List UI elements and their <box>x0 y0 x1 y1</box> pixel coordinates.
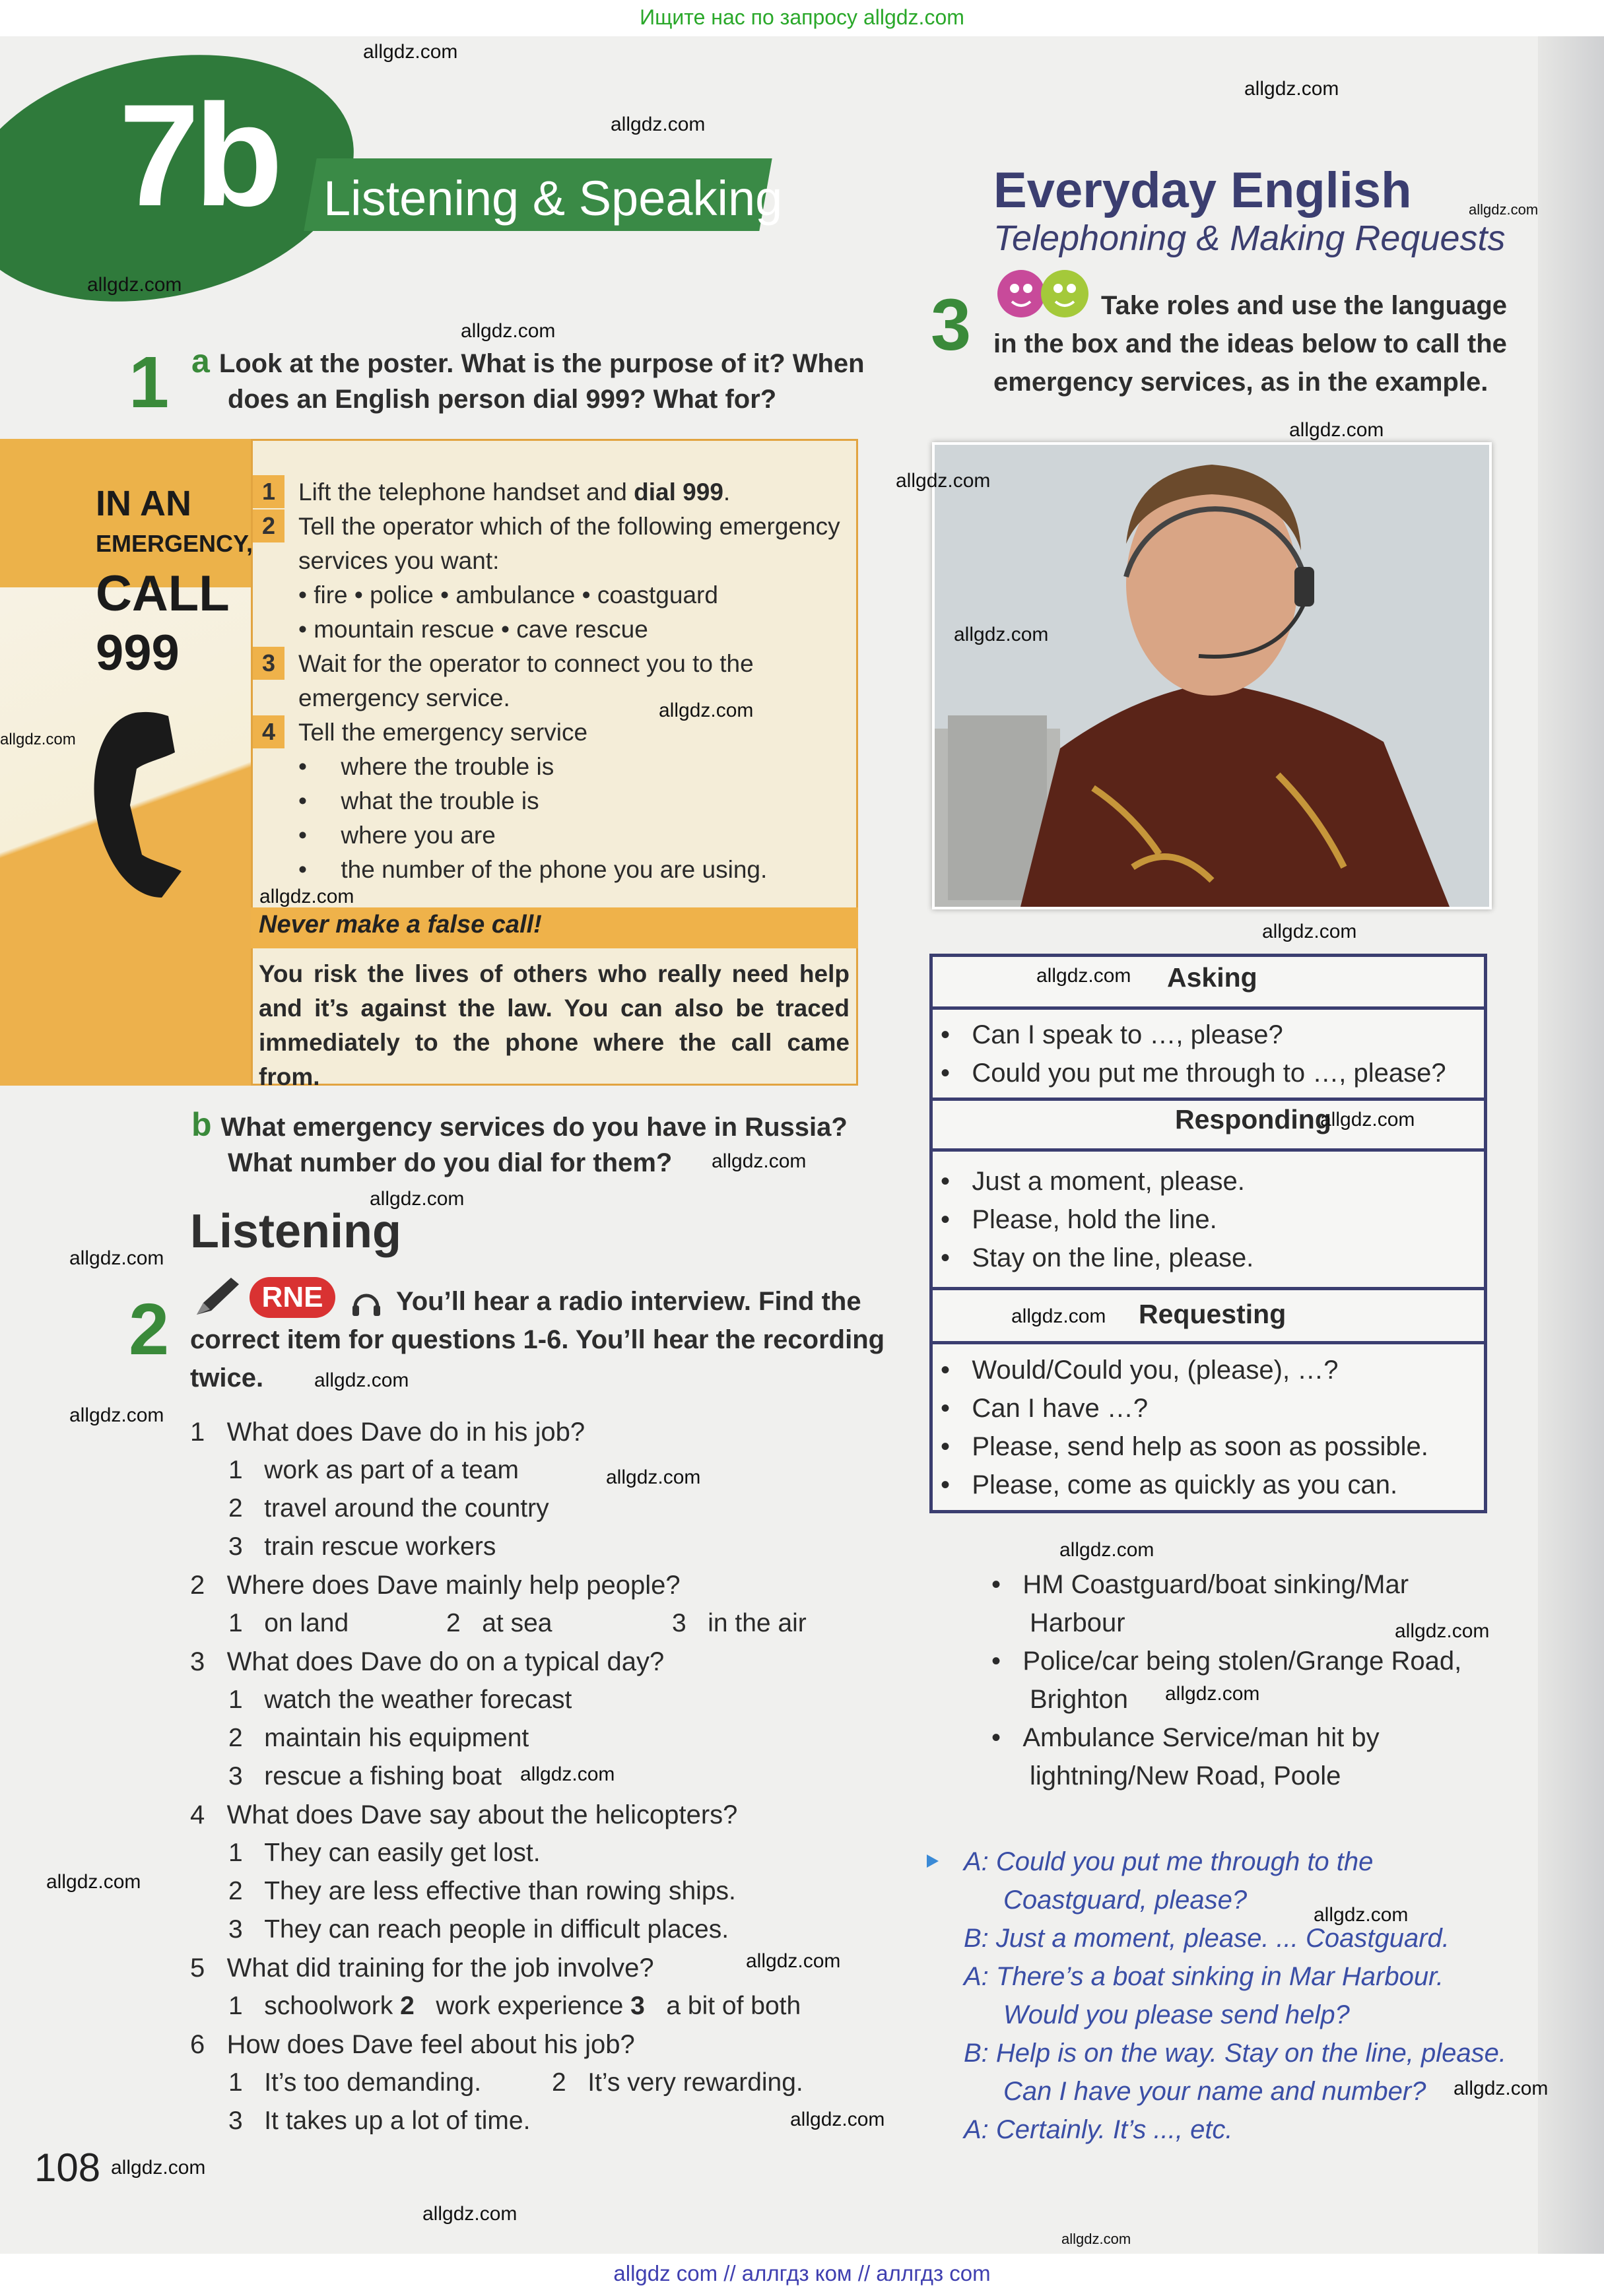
poster-bullet-1: • where the trouble is <box>298 753 554 780</box>
exercise-2-line3: twice. <box>190 1363 264 1393</box>
q3-option-3: 3 rescue a fishing boat <box>228 1762 502 1790</box>
poster-bullet-2: • what the trouble is <box>298 787 539 814</box>
watermark: allgdz.com <box>1036 965 1131 987</box>
watermark: allgdz.com <box>69 1404 164 1426</box>
question-4: 4 What does Dave say about the helicopters? <box>190 1800 738 1829</box>
responding-1: • Just a moment, please. <box>941 1167 1245 1196</box>
poster-bullet-3: • where you are <box>298 822 496 849</box>
watermark: allgdz.com <box>954 624 1049 645</box>
asking-1: • Can I speak to …, please? <box>941 1020 1283 1049</box>
watermark: allgdz.com <box>1469 201 1539 218</box>
dialogue-line-1b: Coastguard, please? <box>1003 1886 1248 1915</box>
poster-step-4-number: 4 <box>253 715 284 748</box>
idea-1b: Harbour <box>1030 1608 1125 1637</box>
q2-option-1: 1 on land <box>228 1609 349 1637</box>
dialogue-line-3b: Would you please send help? <box>1003 2000 1350 2029</box>
q6-option-2: 2 It’s very rewarding. <box>552 2068 803 2097</box>
requesting-3: • Please, send help as soon as possible. <box>941 1432 1428 1461</box>
q6-option-3: 3 It takes up a lot of time. <box>228 2107 531 2135</box>
poster-step-2-number: 2 <box>253 509 284 542</box>
idea-3: • Ambulance Service/man hit by <box>991 1723 1380 1752</box>
watermark: allgdz.com <box>1289 419 1384 441</box>
q4-option-2: 2 They are less effective than rowing ships. <box>228 1877 736 1905</box>
exercise-1b-line1 <box>191 1105 848 1146</box>
exercise-2-line2: correct item for questions 1-6. You’ll hear the recording <box>190 1325 885 1354</box>
q1-option-1: 1 work as part of a team <box>228 1456 519 1484</box>
poster-step-4: Tell the emergency service <box>298 719 588 746</box>
poster-title-2: EMERGENCY, <box>96 530 253 557</box>
watermark: allgdz.com <box>1061 2231 1131 2247</box>
poster-bullet-4: • the number of the phone you are using. <box>298 856 768 883</box>
bottom-banner <box>0 2254 1604 2296</box>
idea-1: • HM Coastguard/boat sinking/Mar <box>991 1570 1409 1599</box>
watermark: allgdz.com <box>712 1150 807 1172</box>
watermark: allgdz.com <box>1320 1109 1415 1131</box>
watermark: allgdz.com <box>422 2203 518 2225</box>
operator-photo <box>932 442 1492 909</box>
question-6: 6 How does Dave feel about his job? <box>190 2030 635 2059</box>
play-triangle-icon <box>924 1853 940 1869</box>
watermark: allgdz.com <box>259 886 354 907</box>
watermark: allgdz.com <box>611 114 706 135</box>
watermark: allgdz.com <box>520 1763 615 1785</box>
rne-badge: RNE <box>250 1277 335 1318</box>
exercise-2-line1: You’ll hear a radio interview. Find the <box>396 1287 861 1316</box>
idea-2b: Brighton <box>1030 1685 1128 1714</box>
dialogue-line-4: B: Help is on the way. Stay on the line, please. <box>964 2039 1506 2068</box>
watermark: allgdz.com <box>111 2157 206 2179</box>
requesting-2: • Can I have …? <box>941 1394 1149 1423</box>
q2-option-2: 2 at sea <box>446 1609 552 1637</box>
box-divider <box>929 1148 1487 1152</box>
q6-option-1: 1 It’s too demanding. <box>228 2068 482 2097</box>
watermark: allgdz.com <box>1454 2078 1549 2099</box>
q1-option-2: 2 travel around the country <box>228 1494 549 1523</box>
watermark: allgdz.com <box>746 1950 841 1972</box>
watermark: allgdz.com <box>1244 78 1339 100</box>
poster-step-1-number: 1 <box>253 475 284 508</box>
watermark: allgdz.com <box>46 1871 141 1893</box>
exercise-1b-letter: b <box>191 1106 212 1143</box>
dialogue-line-5: A: Certainly. It’s ..., etc. <box>964 2115 1233 2144</box>
unit-number: 7b <box>119 74 278 236</box>
everyday-english-title: Everyday English <box>993 162 1412 218</box>
watermark: allgdz.com <box>1059 1539 1154 1561</box>
poster-step-3-number: 3 <box>253 647 284 680</box>
poster-services-2: • mountain rescue • cave rescue <box>298 616 648 643</box>
q4-option-3: 3 They can reach people in difficult places. <box>228 1915 729 1944</box>
everyday-english-subtitle: Telephoning & Making Requests <box>993 218 1506 258</box>
responding-2: • Please, hold the line. <box>941 1205 1217 1234</box>
question-1: 1 What does Dave do in his job? <box>190 1418 585 1447</box>
poster-step-2b: services you want: <box>298 547 500 574</box>
listening-heading: Listening <box>190 1205 401 1258</box>
headphones-icon <box>350 1286 383 1319</box>
exercise-1a-text1: Look at the poster. What is the purpose of it? When <box>218 349 865 378</box>
q3-option-2: 2 maintain his equipment <box>228 1724 529 1752</box>
exercise-1a-letter: a <box>191 343 210 379</box>
watermark: allgdz.com <box>1395 1620 1490 1642</box>
exercise-3-line3: emergency services, as in the example. <box>993 368 1488 397</box>
watermark: allgdz.com <box>606 1466 701 1488</box>
page-number: 108 <box>34 2146 101 2190</box>
q3-option-1: 1 watch the weather forecast <box>228 1686 572 1714</box>
watermark: allgdz.com <box>659 700 754 721</box>
exercise-3-line1: Take roles and use the language <box>1101 291 1507 320</box>
exercise-3-line2: in the box and the ideas below to call the <box>993 329 1507 358</box>
box-heading-responding: Responding <box>1175 1104 1331 1134</box>
watermark: allgdz.com <box>363 41 458 63</box>
exercise-1b-text1: What emergency services do you have in Russia? <box>220 1113 848 1142</box>
q2-option-3: 3 in the air <box>672 1609 807 1637</box>
watermark: allgdz.com <box>314 1369 409 1391</box>
never-text: Never make a false call! <box>259 911 542 938</box>
exercise-1-number: 1 <box>129 342 170 423</box>
responding-3: • Stay on the line, please. <box>941 1243 1254 1272</box>
poster-title-3: CALL <box>96 566 230 622</box>
top-banner-text: Ищите нас по запросу allgdz.com <box>640 5 964 29</box>
box-divider <box>929 1098 1487 1101</box>
poster-services-1: • fire • police • ambulance • coastguard <box>298 581 718 608</box>
pair-work-faces-icon <box>993 267 1092 320</box>
dialogue-line-1: A: Could you put me through to the <box>964 1847 1374 1876</box>
poster-title-1: IN AN <box>96 484 191 523</box>
question-2: 2 Where does Dave mainly help people? <box>190 1571 681 1600</box>
watermark: allgdz.com <box>0 731 76 748</box>
watermark: allgdz.com <box>896 470 991 492</box>
top-banner <box>0 0 1604 36</box>
requesting-4: • Please, come as quickly as you can. <box>941 1470 1398 1499</box>
question-3: 3 What does Dave do on a typical day? <box>190 1647 665 1676</box>
q4-option-1: 1 They can easily get lost. <box>228 1839 541 1867</box>
risk-text: You risk the lives of others who really need help and it’s against the law. You can also be traced immediately to the phone where the call came from. <box>259 960 850 1090</box>
exercise-1a-line2: does an English person dial 999? What for? <box>228 385 777 414</box>
exercise-2-number: 2 <box>129 1289 170 1370</box>
watermark: allgdz.com <box>69 1247 164 1269</box>
box-divider <box>929 1341 1487 1344</box>
bottom-banner-text: allgdz com // аллгдз ком // аллгдз com <box>613 2261 991 2285</box>
box-heading-asking: Asking <box>1167 962 1257 993</box>
telephone-handset-icon <box>89 706 195 904</box>
box-divider <box>929 1006 1487 1010</box>
dialogue-line-3: A: There’s a boat sinking in Mar Harbour. <box>964 1962 1444 1991</box>
watermark: allgdz.com <box>1165 1683 1260 1705</box>
watermark: allgdz.com <box>370 1188 465 1210</box>
q1-option-3: 3 train rescue workers <box>228 1532 496 1561</box>
dialogue-line-4b: Can I have your name and number? <box>1003 2077 1426 2106</box>
box-heading-requesting: Requesting <box>1139 1299 1287 1329</box>
poster-step-3: Wait for the operator to connect you to the <box>298 650 754 677</box>
watermark: allgdz.com <box>87 274 182 296</box>
idea-2: • Police/car being stolen/Grange Road, <box>991 1647 1462 1676</box>
poster-step-1: Lift the telephone handset and dial 999. <box>298 478 731 506</box>
watermark: allgdz.com <box>1314 1904 1409 1926</box>
poster-step-2: Tell the operator which of the following emergency <box>298 513 840 540</box>
section-title: Listening & Speaking <box>323 171 783 226</box>
question-5: 5 What did training for the job involve? <box>190 1953 654 1983</box>
idea-3b: lightning/New Road, Poole <box>1030 1761 1341 1790</box>
exercise-3-number: 3 <box>931 284 972 366</box>
asking-2: • Could you put me through to …, please? <box>941 1059 1446 1088</box>
watermark: allgdz.com <box>1011 1305 1106 1327</box>
watermark: allgdz.com <box>790 2109 885 2130</box>
watermark: allgdz.com <box>461 320 556 342</box>
q5-options: 1 schoolwork 2 work experience 3 a bit of both <box>228 1992 801 2020</box>
page-edge-shadow <box>1538 36 1604 2254</box>
dialogue-line-2: B: Just a moment, please. ... Coastguard. <box>964 1924 1450 1953</box>
poster-title-4: 999 <box>96 625 180 681</box>
box-divider <box>929 1287 1487 1290</box>
exercise-1b-line2: What number do you dial for them? <box>228 1148 673 1177</box>
watermark: allgdz.com <box>1262 921 1357 942</box>
pencil-icon <box>191 1274 244 1320</box>
poster-step-3b: emergency service. <box>298 684 510 711</box>
exercise-1a-line1 <box>191 342 865 383</box>
requesting-1: • Would/Could you, (please), …? <box>941 1356 1339 1385</box>
